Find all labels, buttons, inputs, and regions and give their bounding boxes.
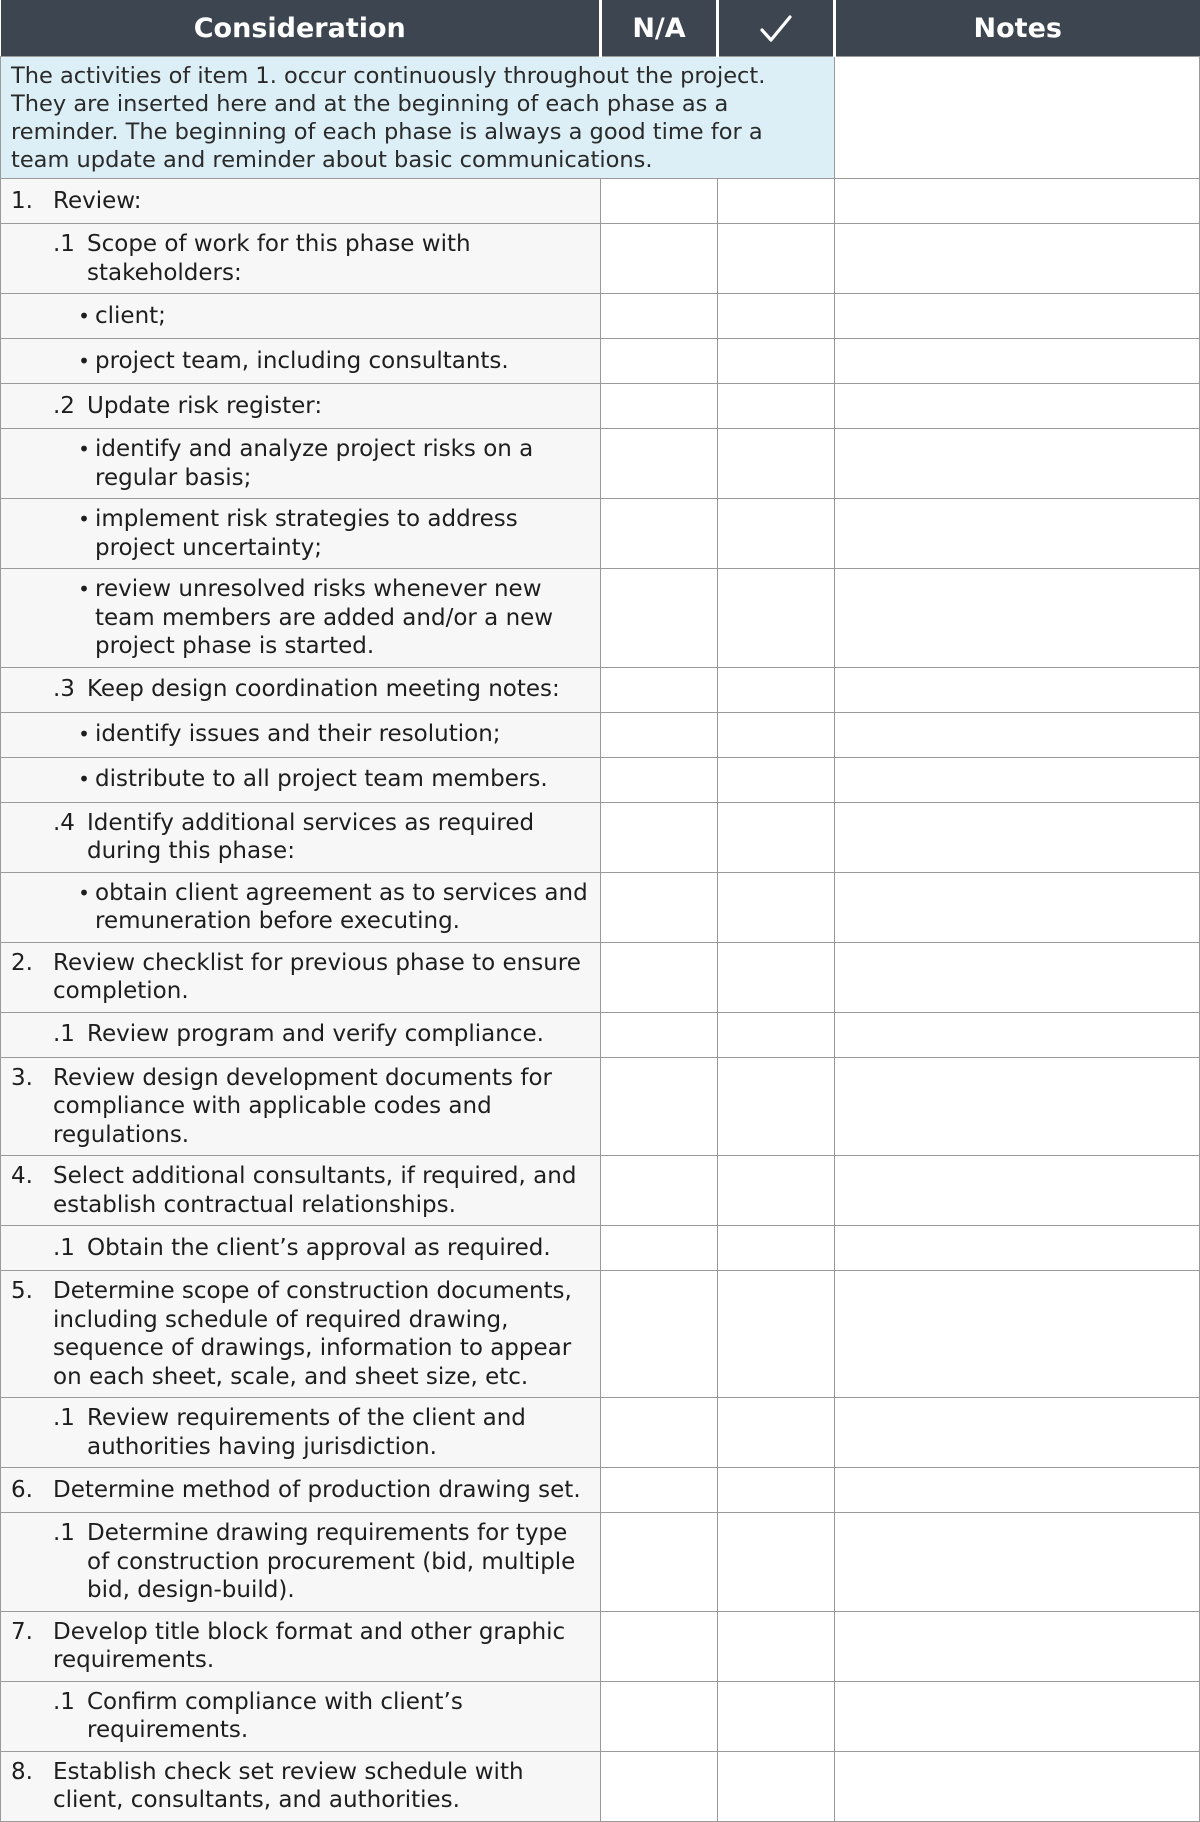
checklist-row (1, 872, 1200, 942)
item-number: 7. (11, 1618, 33, 1645)
intro-row (1, 57, 1200, 179)
notes-cell[interactable] (835, 1012, 1200, 1057)
na-cell[interactable] (601, 1611, 718, 1681)
item-number: .1 (53, 1234, 75, 1261)
checklist-row (1, 1398, 1200, 1468)
notes-cell[interactable] (835, 802, 1200, 872)
na-cell[interactable] (601, 1012, 718, 1057)
checklist-row (1, 1681, 1200, 1751)
item-number: 2. (11, 949, 33, 976)
check-cell[interactable] (718, 942, 835, 1012)
item-text: Review requirements of the client and authorities having jurisdiction. (87, 1405, 526, 1460)
check-cell[interactable] (718, 872, 835, 942)
check-cell[interactable] (718, 712, 835, 757)
bullet: • (78, 303, 90, 328)
checklist-row (1, 339, 1200, 384)
na-cell[interactable] (601, 1057, 718, 1156)
check-cell[interactable] (718, 1468, 835, 1513)
item-number: .1 (53, 1405, 75, 1431)
item-number: 8. (11, 1758, 33, 1785)
na-cell[interactable] (601, 942, 718, 1012)
na-cell[interactable] (601, 339, 718, 384)
na-cell[interactable] (601, 1226, 718, 1271)
item-text: Keep design coordination meeting notes: (87, 676, 560, 703)
na-cell[interactable] (601, 1681, 718, 1751)
item-number: 6. (11, 1476, 33, 1503)
notes-cell[interactable] (835, 1468, 1200, 1513)
item-text: Determine method of production drawing set. (53, 1476, 581, 1503)
item-text: Review design development documents for compliance with applicable codes and regulations. (53, 1064, 552, 1148)
na-cell[interactable] (601, 179, 718, 224)
checklist-row (1, 179, 1200, 224)
checklist-row (1, 499, 1200, 569)
header-row (1, 0, 1200, 57)
checklist-row (1, 1156, 1200, 1226)
item-text: implement risk strategies to address project uncertainty; (95, 506, 518, 561)
notes-cell[interactable] (835, 1156, 1200, 1226)
item-text: Develop title block format and other graphic requirements. (53, 1618, 566, 1673)
checklist-row (1, 384, 1200, 429)
check-cell[interactable] (718, 339, 835, 384)
na-cell[interactable] (601, 429, 718, 499)
checklist-row (1, 1513, 1200, 1612)
item-number: 3. (11, 1064, 33, 1091)
notes-cell[interactable] (835, 757, 1200, 802)
check-cell[interactable] (718, 1226, 835, 1271)
checklist-row (1, 1057, 1200, 1156)
check-cell[interactable] (718, 802, 835, 872)
notes-cell[interactable] (835, 339, 1200, 384)
item-text: Review checklist for previous phase to ensure completion. (53, 949, 581, 1004)
item-text: identify and analyze project risks on a regular basis; (95, 436, 534, 491)
na-cell[interactable] (601, 569, 718, 668)
bullet: • (78, 437, 90, 461)
na-cell[interactable] (601, 499, 718, 569)
notes-cell[interactable] (835, 712, 1200, 757)
item-number: .4 (53, 809, 75, 836)
checklist-row (1, 1012, 1200, 1057)
notes-cell[interactable] (835, 1513, 1200, 1612)
item-text: Establish check set review schedule with client, consultants, and authorities. (53, 1758, 524, 1813)
na-cell[interactable] (601, 1751, 718, 1821)
item-number: .2 (53, 392, 75, 419)
check-cell[interactable] (718, 1398, 835, 1468)
na-cell[interactable] (601, 802, 718, 872)
notes-cell[interactable] (835, 1681, 1200, 1751)
item-text: distribute to all project team members. (95, 766, 548, 793)
na-cell[interactable] (601, 224, 718, 294)
na-cell[interactable] (601, 872, 718, 942)
checklist-row (1, 224, 1200, 294)
check-cell[interactable] (718, 1611, 835, 1681)
check-cell[interactable] (718, 1156, 835, 1226)
item-text: Obtain the client’s approval as required. (87, 1234, 551, 1261)
na-cell[interactable] (601, 294, 718, 339)
na-cell[interactable] (601, 1398, 718, 1468)
item-text: project team, including consultants. (95, 347, 509, 374)
check-cell[interactable] (718, 757, 835, 802)
item-text: Identify additional services as required during this phase: (87, 809, 535, 864)
checklist-row (1, 1468, 1200, 1513)
check-cell[interactable] (718, 1513, 835, 1612)
check-cell[interactable] (718, 1681, 835, 1751)
notes-cell[interactable] (835, 179, 1200, 224)
item-text: Review program and verify compliance. (87, 1021, 544, 1048)
check-cell[interactable] (718, 429, 835, 499)
header-check (718, 0, 835, 57)
item-number: .1 (53, 1688, 75, 1715)
header-notes: Notes (835, 0, 1200, 57)
notes-cell[interactable] (835, 499, 1200, 569)
checklist-row (1, 802, 1200, 872)
notes-cell[interactable] (835, 667, 1200, 712)
notes-cell[interactable] (835, 384, 1200, 429)
check-cell[interactable] (718, 224, 835, 294)
header-na: N/A (601, 0, 718, 57)
check-cell[interactable] (718, 1057, 835, 1156)
na-cell[interactable] (601, 757, 718, 802)
checklist-row (1, 1271, 1200, 1398)
na-cell[interactable] (601, 1513, 718, 1612)
header-consideration: Consideration (1, 0, 601, 57)
item-text: Scope of work for this phase with stakeholders: (87, 231, 471, 286)
notes-cell[interactable] (835, 1398, 1200, 1468)
checklist-row (1, 712, 1200, 757)
notes-cell[interactable] (835, 1611, 1200, 1681)
bullet: • (78, 507, 90, 531)
item-text: obtain client agreement as to services and remuneration before executing. (95, 879, 588, 934)
check-cell[interactable] (718, 499, 835, 569)
check-icon (759, 14, 793, 44)
checklist-row (1, 429, 1200, 499)
check-cell[interactable] (718, 1751, 835, 1821)
item-text: Determine drawing requirements for type of construction procurement (bid, multiple bid, design-build). (87, 1520, 576, 1603)
item-text: client; (95, 302, 166, 329)
notes-cell[interactable] (835, 1057, 1200, 1156)
item-text: Review: (53, 187, 142, 214)
bullet: • (78, 348, 90, 373)
na-cell[interactable] (601, 712, 718, 757)
bullet: • (78, 577, 90, 601)
check-cell[interactable] (718, 384, 835, 429)
checklist-row (1, 757, 1200, 802)
item-number: 1. (11, 187, 33, 214)
item-number: 4. (11, 1163, 33, 1189)
bullet: • (78, 722, 90, 747)
checklist-row (1, 1611, 1200, 1681)
check-cell[interactable] (718, 667, 835, 712)
item-text: review unresolved risks whenever new team members are added and/or a new project phase is started. (95, 576, 554, 659)
notes-cell[interactable] (835, 429, 1200, 499)
notes-cell[interactable] (835, 1751, 1200, 1821)
item-number: .3 (53, 676, 75, 703)
notes-cell[interactable] (835, 1271, 1200, 1398)
check-cell[interactable] (718, 569, 835, 668)
checklist-row (1, 294, 1200, 339)
intro-text: The activities of item 1. occur continuously throughout the project. They are inserted here and at the beginning of each phase as a reminder. The beginning of each phase is always a good time for a team update and reminder about basic communications. (1, 57, 835, 179)
item-number: .1 (53, 1021, 75, 1048)
checklist-row (1, 1751, 1200, 1821)
item-text: identify issues and their resolution; (95, 721, 501, 748)
item-text: Confirm compliance with client’s requirements. (87, 1688, 463, 1743)
item-number: 5. (11, 1278, 33, 1304)
bullet: • (78, 880, 90, 905)
checklist-row (1, 1226, 1200, 1271)
notes-cell[interactable] (835, 57, 1200, 179)
na-cell[interactable] (601, 1156, 718, 1226)
notes-cell[interactable] (835, 224, 1200, 294)
item-text: Select additional consultants, if required, and establish contractual relationships. (53, 1163, 577, 1218)
checklist-row (1, 942, 1200, 1012)
bullet: • (78, 767, 90, 792)
item-text: Update risk register: (87, 392, 323, 419)
checklist-row (1, 667, 1200, 712)
na-cell[interactable] (601, 1468, 718, 1513)
na-cell[interactable] (601, 384, 718, 429)
check-cell[interactable] (718, 1271, 835, 1398)
item-number: .1 (53, 1520, 75, 1546)
notes-cell[interactable] (835, 1226, 1200, 1271)
check-cell[interactable] (718, 294, 835, 339)
item-number: .1 (53, 231, 75, 257)
notes-cell[interactable] (835, 872, 1200, 942)
check-cell[interactable] (718, 1012, 835, 1057)
checklist-row (1, 569, 1200, 668)
check-cell[interactable] (718, 179, 835, 224)
na-cell[interactable] (601, 1271, 718, 1398)
item-text: Determine scope of construction documents, including schedule of required drawing, sequence of drawings, information to appear on each sheet, scale, and sheet size, etc. (53, 1278, 572, 1390)
notes-cell[interactable] (835, 569, 1200, 668)
notes-cell[interactable] (835, 294, 1200, 339)
notes-cell[interactable] (835, 942, 1200, 1012)
na-cell[interactable] (601, 667, 718, 712)
